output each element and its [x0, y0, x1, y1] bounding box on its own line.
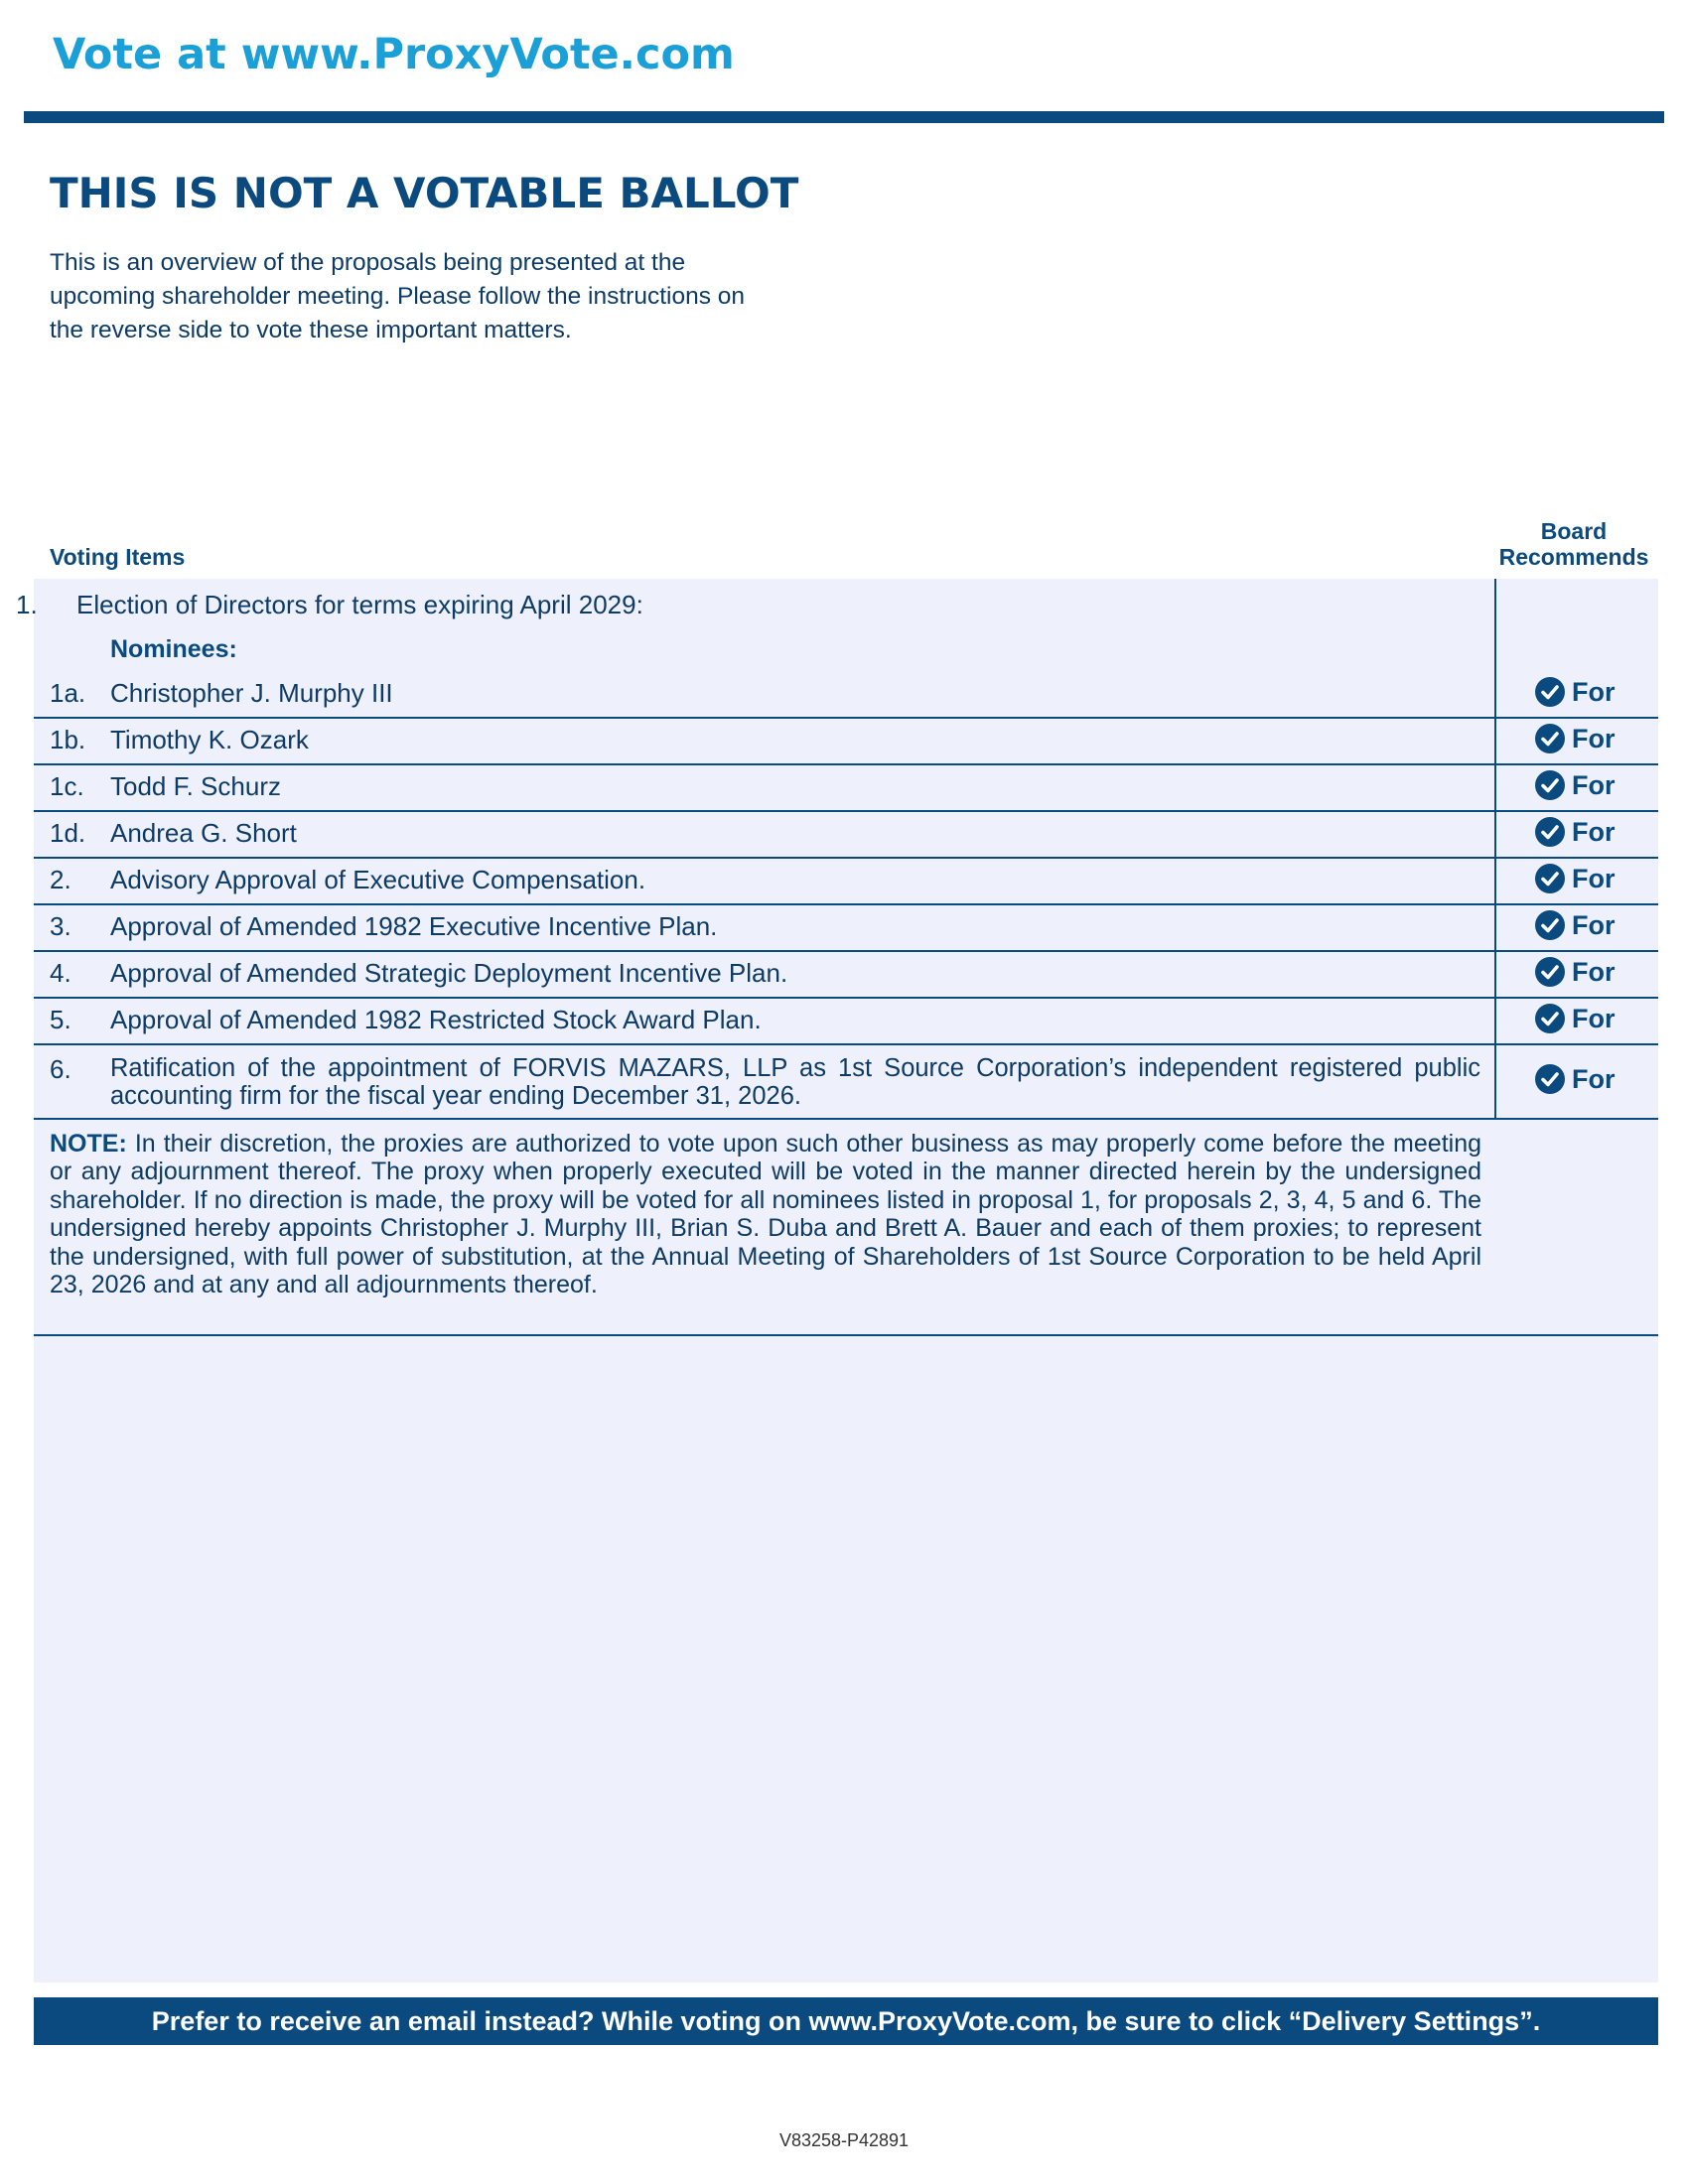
row-text: Todd F. Schurz [110, 771, 281, 801]
check-circle-icon [1534, 676, 1566, 708]
proxyvote-header-link[interactable]: Vote at www.ProxyVote.com [53, 30, 735, 79]
table-row [34, 952, 1658, 999]
note-divider [34, 1334, 1658, 1336]
recommendation-label: For [1572, 909, 1616, 940]
intro-line: upcoming shareholder meeting. Please follow the instructions on [50, 283, 746, 310]
row-number: 1c. [50, 771, 84, 801]
check-circle-icon [1534, 816, 1566, 848]
row-number: 2. [50, 865, 71, 894]
recommendation-label: For [1572, 723, 1616, 753]
row-number: 6. [50, 1054, 71, 1084]
delivery-settings-banner [34, 1997, 1658, 2045]
item-1-number: 1. [16, 590, 38, 619]
recommendation [1534, 956, 1616, 988]
recommendation-label: For [1572, 956, 1616, 987]
board-header-line1: Board [1540, 518, 1608, 544]
row-text: Advisory Approval of Executive Compensation. [110, 865, 646, 894]
row-text: Andrea G. Short [110, 818, 297, 848]
note-text: In their discretion, the proxies are authorized to vote upon such other business as may properly come before the meeting or any adjournment thereof. The proxy when properly executed will be voted in the manner directed herein by the undersigned shareholder. If no direction is made, the proxy will be voted for all nominees listed in proposal 1, for proposals 2, 3, 4, 5 and 6. The undersigned hereby appoints Christopher J. Murphy III, Brian S. Duba and Brett A. Bauer and each of them proxies; to represent the undersigned, with full power of substitution, at the Annual Meeting of Shareholders of 1st Source Corporation to be held April 23, 2026 and at any and all adjournments thereof. [50, 1130, 1481, 1299]
check-circle-icon [1534, 723, 1566, 754]
row-number: 5. [50, 1005, 71, 1034]
document-id: V83258-P42891 [778, 2130, 910, 2150]
intro-paragraph [50, 246, 844, 347]
recommendation-label: For [1572, 769, 1616, 800]
check-circle-icon [1534, 956, 1566, 988]
row-number: 1d. [50, 818, 86, 848]
table-row [34, 672, 1658, 719]
recommendation [1534, 723, 1616, 754]
intro-line: the reverse side to vote these important matters. [50, 317, 572, 343]
header-divider [24, 111, 1664, 123]
recommendation-label: For [1572, 863, 1616, 893]
check-circle-icon [1534, 909, 1566, 941]
check-circle-icon [1534, 1063, 1566, 1095]
table-row [34, 999, 1658, 1045]
page-title: THIS IS NOT A VOTABLE BALLOT [50, 169, 799, 217]
row-text: Timothy K. Ozark [110, 725, 309, 754]
table-row [34, 905, 1658, 952]
intro-line: This is an overview of the proposals being presented at the [50, 249, 686, 276]
row-number: 4. [50, 958, 71, 988]
row-text: Ratification of the appointment of FORVIS MAZARS, LLP as 1st Source Corporation’s independent registered public accounting firm for the fiscal year ending December 31, 2026. [110, 1054, 1480, 1110]
recommendation [1534, 676, 1616, 708]
recommendation [1534, 1063, 1616, 1095]
row-number: 1a. [50, 678, 86, 708]
note-label: NOTE: [50, 1130, 127, 1158]
item-1-text: Election of Directors for terms expiring April 2029: [76, 590, 643, 619]
row-number: 3. [50, 911, 71, 941]
table-row [34, 1045, 1658, 1120]
row-text: Approval of Amended 1982 Executive Incentive Plan. [110, 911, 718, 941]
row-text: Approval of Amended 1982 Restricted Stock Award Plan. [110, 1005, 762, 1034]
check-circle-icon [1534, 863, 1566, 894]
footer-text: Prefer to receive an email instead? While voting on www.ProxyVote.com, be sure to click “Delivery Settings”. [151, 2005, 1541, 2036]
recommendation [1534, 769, 1616, 801]
board-recommends-header [1489, 518, 1658, 570]
table-row [34, 859, 1658, 905]
check-circle-icon [1534, 769, 1566, 801]
recommendation-label: For [1572, 676, 1616, 707]
recommendation-label: For [1572, 1063, 1616, 1094]
recommendation [1534, 816, 1616, 848]
row-number: 1b. [50, 725, 86, 754]
recommendation-label: For [1572, 1003, 1616, 1033]
recommendation-label: For [1572, 816, 1616, 847]
nominees-label: Nominees: [110, 635, 237, 663]
table-row [34, 719, 1658, 765]
row-text: Approval of Amended Strategic Deployment Incentive Plan. [110, 958, 788, 988]
note-paragraph [50, 1130, 1481, 1298]
table-row [34, 812, 1658, 859]
voting-items-header: Voting Items [50, 544, 186, 570]
recommendation [1534, 1003, 1616, 1034]
table-row [34, 765, 1658, 812]
check-circle-icon [1534, 1003, 1566, 1034]
board-header-line2: Recommends [1498, 544, 1649, 570]
recommendation [1534, 909, 1616, 941]
row-text: Christopher J. Murphy III [110, 678, 393, 708]
recommendation [1534, 863, 1616, 894]
